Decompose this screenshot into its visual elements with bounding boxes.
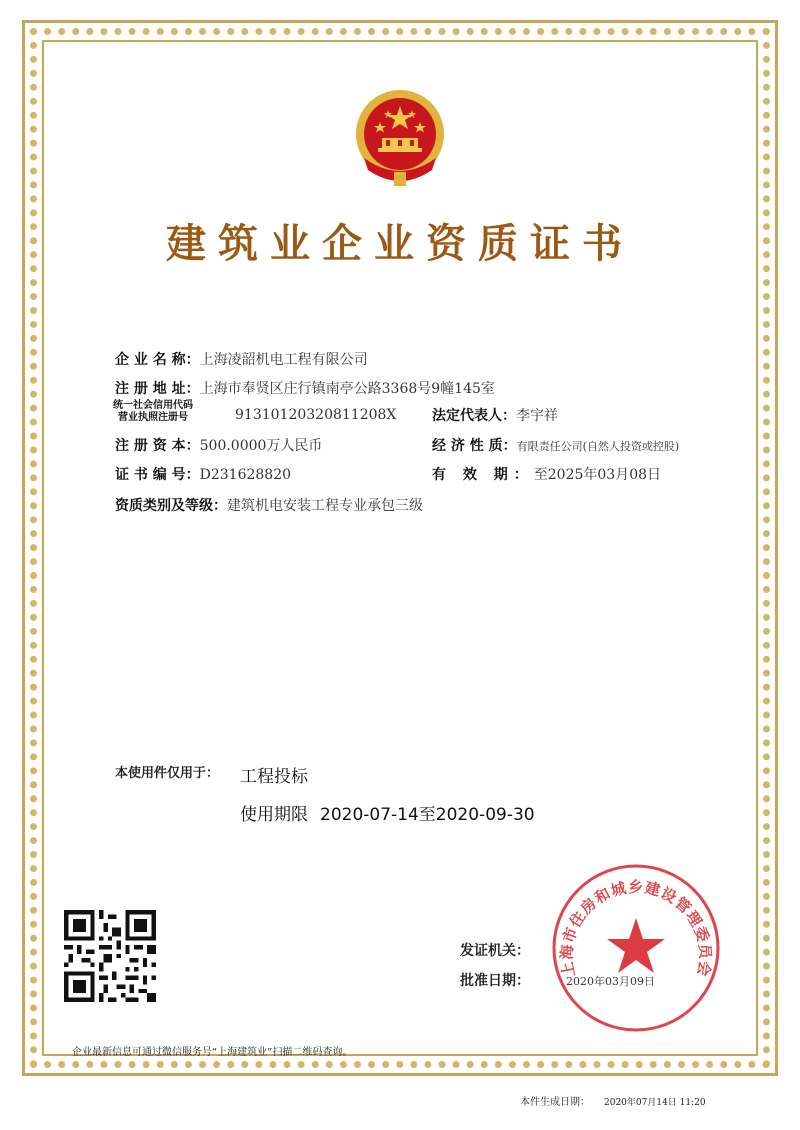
company-name-label: 企 业 名 称： bbox=[115, 352, 200, 368]
address-label: 注 册 地 址： bbox=[115, 381, 200, 397]
capital-label: 注 册 资 本： bbox=[115, 438, 200, 454]
issuer-label: 发证机关： bbox=[460, 943, 530, 959]
usage-period-dates: 2020-07-14至2020-09-30 bbox=[320, 805, 535, 825]
seal-text: 上海市住房和城乡建设管理委员会 bbox=[557, 878, 715, 979]
address-row bbox=[115, 378, 495, 398]
valid-label: 有 效 期： bbox=[432, 467, 534, 483]
nature-row bbox=[432, 435, 679, 455]
nature-value: 有限责任公司(自然人投资或控股) bbox=[516, 440, 680, 453]
cert-no-value: D231628820 bbox=[199, 467, 292, 483]
national-emblem-icon bbox=[350, 88, 450, 192]
qr-code-icon bbox=[64, 910, 156, 1002]
generated-date bbox=[520, 1093, 706, 1108]
capital-row bbox=[115, 435, 322, 455]
wechat-notice: 企业最新信息可通过微信服务号“上海建筑业”扫描二维码查询。 bbox=[72, 1047, 353, 1058]
approve-date-value: 2020年03月09日 bbox=[566, 975, 655, 988]
capital-value: 500.0000万人民币 bbox=[199, 438, 323, 454]
usage-period-label: 使用期限 bbox=[240, 805, 308, 825]
address-value: 上海市奉贤区庄行镇南亭公路3368号9幢145室 bbox=[199, 381, 495, 397]
valid-value: 至2025年03月08日 bbox=[533, 467, 662, 483]
nature-label: 经 济 性 质： bbox=[432, 438, 517, 454]
credit-code-label bbox=[113, 400, 193, 424]
certificate-title: 建筑业企业资质证书 bbox=[166, 220, 634, 267]
company-name-value: 上海凌韶机电工程有限公司 bbox=[199, 352, 368, 368]
usage-period bbox=[240, 800, 535, 825]
credit-code-label-line2: 营业执照注册号 bbox=[118, 412, 188, 423]
valid-row bbox=[432, 464, 661, 484]
qualification-value: 建筑机电安装工程专业承包三级 bbox=[227, 498, 423, 514]
legal-rep-label: 法定代表人： bbox=[432, 408, 516, 424]
credit-code-row bbox=[235, 405, 396, 423]
generated-label: 本件生成日期： bbox=[520, 1097, 590, 1108]
cert-no-row bbox=[115, 464, 291, 484]
company-name-row bbox=[115, 349, 368, 369]
legal-rep-value: 李宇祥 bbox=[516, 408, 558, 424]
approve-date-label: 批准日期： bbox=[460, 973, 530, 989]
legal-rep-row bbox=[432, 405, 558, 425]
generated-time: 2020年07月14日 11:20 bbox=[604, 1098, 706, 1108]
usage-purpose: 工程投标 bbox=[240, 767, 308, 787]
official-seal-icon bbox=[548, 860, 724, 1036]
usage-label: 本使用件仅用于： bbox=[115, 766, 220, 781]
qualification-row bbox=[115, 495, 423, 515]
qualification-label: 资质类别及等级： bbox=[115, 498, 227, 514]
cert-no-label: 证 书 编 号： bbox=[115, 467, 200, 483]
credit-code-label-line1: 统一社会信用代码 bbox=[113, 400, 193, 411]
credit-code-value: 91310120320811208X bbox=[235, 407, 397, 423]
